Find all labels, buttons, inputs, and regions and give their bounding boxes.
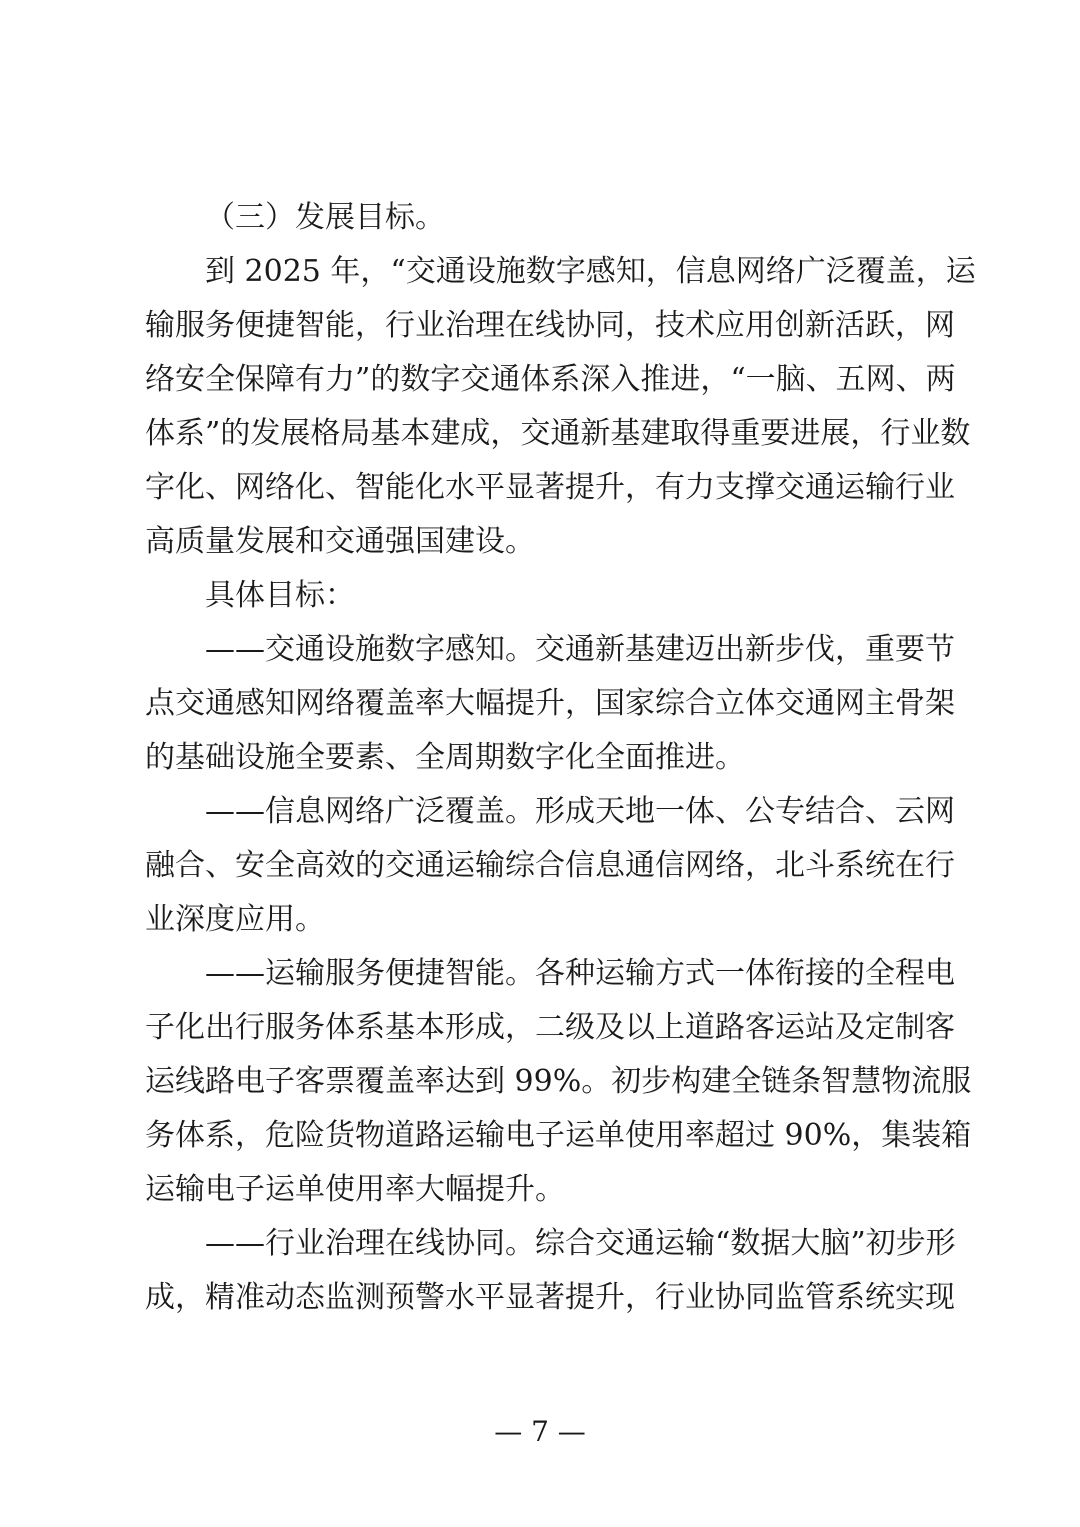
text-line: ——运输服务便捷智能。各种运输方式一体衔接的全程电	[205, 956, 955, 991]
text-line: 成，精准动态监测预警水平显著提升，行业协同监管系统实现	[145, 1280, 955, 1315]
text-line: 到 2025 年，“交通设施数字感知，信息网络广泛覆盖，运	[205, 254, 976, 289]
text-line: 的基础设施全要素、全周期数字化全面推进。	[145, 740, 745, 775]
text-line: 字化、网络化、智能化水平显著提升，有力支撑交通运输行业	[145, 470, 955, 505]
text-line: 务体系，危险货物道路运输电子运单使用率超过 90%，集装箱	[145, 1118, 972, 1153]
text-line: ——交通设施数字感知。交通新基建迈出新步伐，重要节	[205, 632, 955, 667]
section-heading: （三）发展目标。	[205, 200, 445, 235]
text-line: 点交通感知网络覆盖率大幅提升，国家综合立体交通网主骨架	[145, 686, 955, 721]
body-text	[145, 191, 976, 1325]
text-line: 业深度应用。	[145, 902, 325, 937]
text-line: 输服务便捷智能，行业治理在线协同，技术应用创新活跃，网	[145, 308, 955, 343]
subheading: 具体目标：	[205, 578, 355, 613]
text-line: 高质量发展和交通强国建设。	[145, 524, 535, 559]
text-line: 络安全保障有力”的数字交通体系深入推进，“一脑、五网、两	[145, 362, 956, 397]
text-line: 运线路电子客票覆盖率达到 99%。初步构建全链条智慧物流服	[145, 1064, 972, 1099]
text-line: ——信息网络广泛覆盖。形成天地一体、公专结合、云网	[205, 794, 955, 829]
text-line: 融合、安全高效的交通运输综合信息通信网络，北斗系统在行	[145, 848, 955, 883]
text-line: 运输电子运单使用率大幅提升。	[145, 1172, 565, 1207]
text-line: ——行业治理在线协同。综合交通运输“数据大脑”初步形	[205, 1226, 956, 1261]
text-line: 体系”的发展格局基本建成，交通新基建取得重要进展，行业数	[145, 416, 971, 451]
text-line: 子化出行服务体系基本形成，二级及以上道路客运站及定制客	[145, 1010, 955, 1045]
page-number: — 7 —	[494, 1415, 586, 1448]
